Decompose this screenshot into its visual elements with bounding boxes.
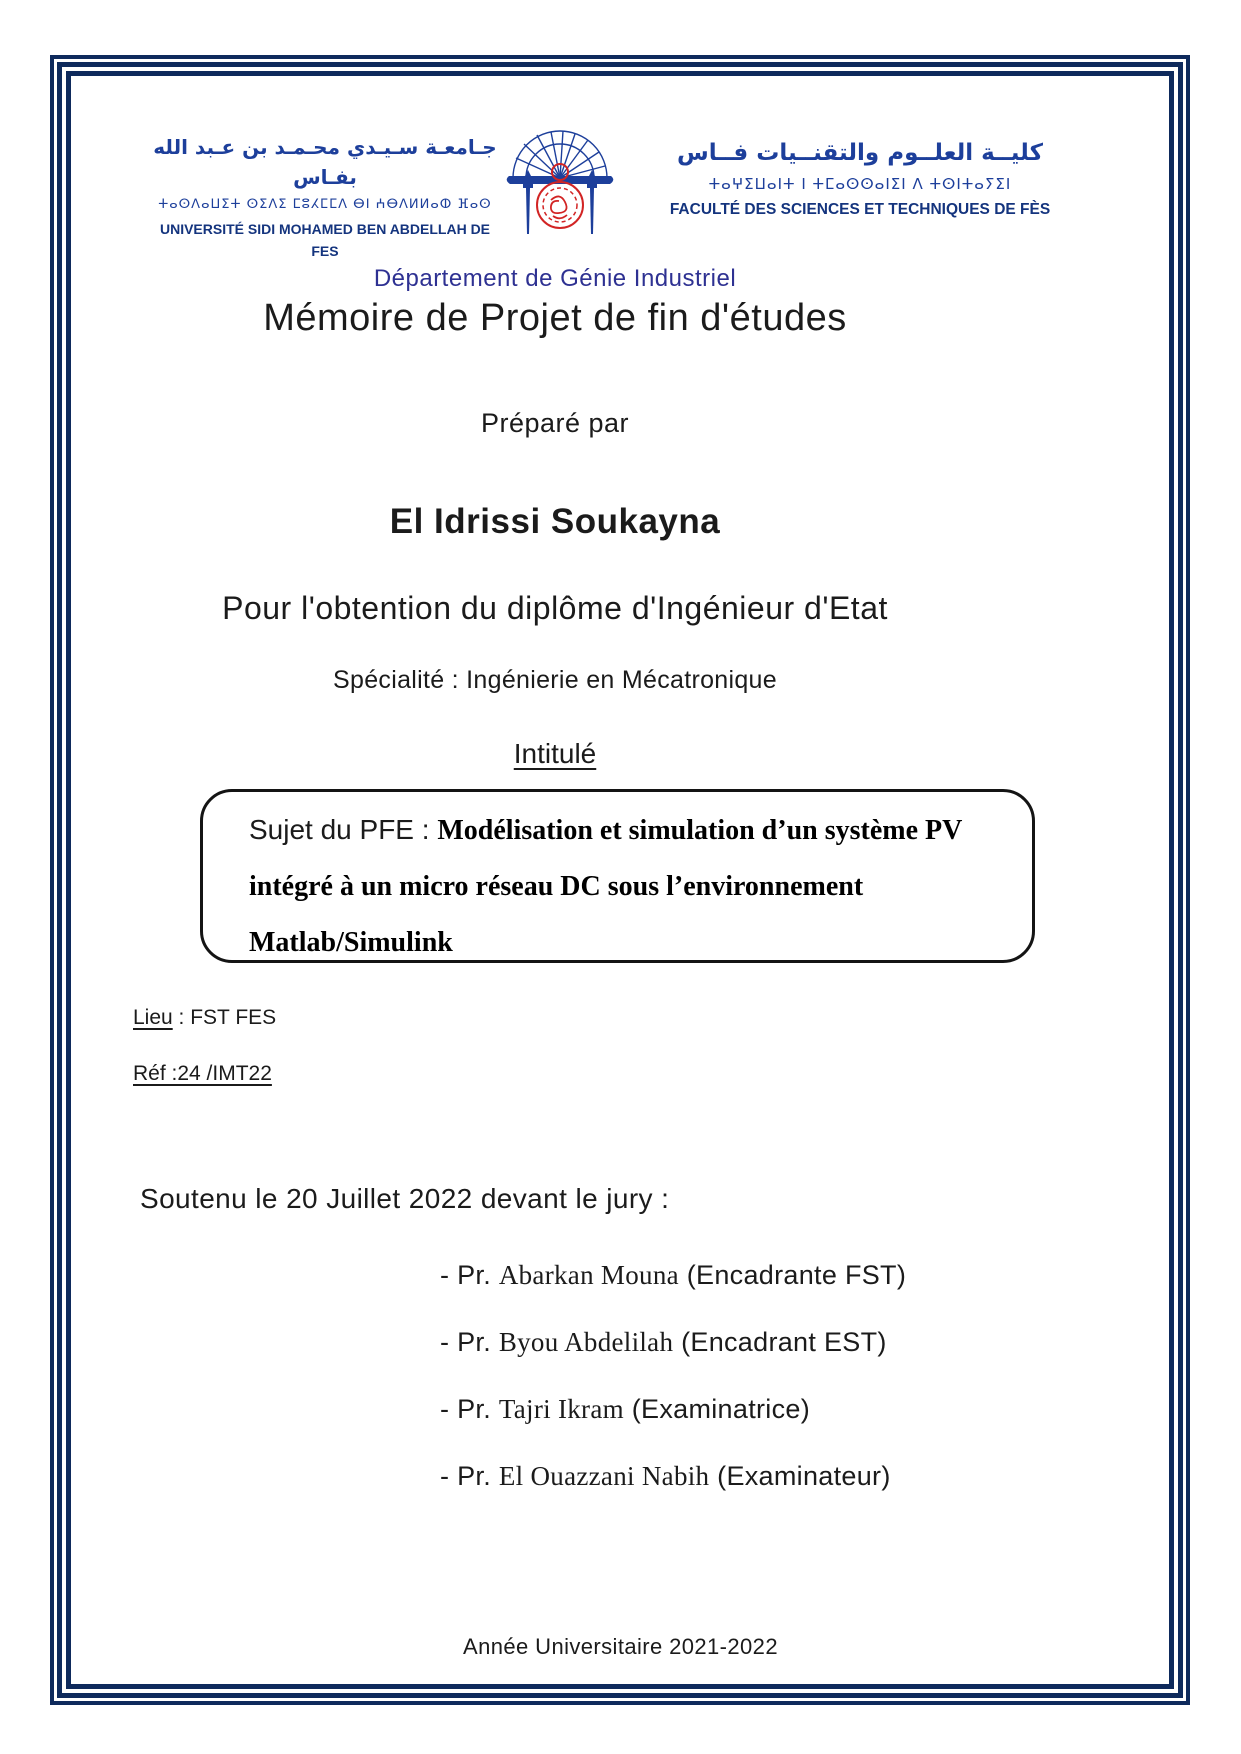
prepared-by-label: Préparé par [480, 408, 630, 438]
memoir-title: Mémoire de Projet de fin d'études [263, 297, 847, 339]
subject-box [200, 789, 1035, 963]
author-name: El Idrissi Soukayna [389, 502, 721, 541]
diploma-line: Pour l'obtention du diplôme d'Ingénieur d'Etat [222, 590, 888, 626]
faculty-block [620, 126, 1100, 222]
jury-prefix: - Pr. [440, 1260, 492, 1290]
intitule-heading [120, 738, 990, 770]
university-name-french: UNIVERSITÉ SIDI MOHAMED BEN ABDELLAH DE FES [159, 221, 491, 259]
university-name-tifinagh: ⵜⴰⵙⴷⴰⵡⵉⵜ ⵙⵉⴷⵉ ⵎⵓⵃⵎⵎⴷ ⴱⵏ ⵄⴱⴷⵍⵍⴰⵀ ⴼⴰⵙ [158, 197, 492, 212]
jury-role: (Examinateur) [717, 1461, 891, 1491]
logo-column [500, 126, 620, 238]
specialty-line: Spécialité : Ingénierie en Mécatronique [333, 666, 777, 694]
jury-member [440, 1327, 906, 1358]
subject-title: Modélisation et simulation d’un système PV intégré à un micro réseau DC sous l’environnement Matlab/Simulink [249, 815, 962, 958]
jury-role: (Encadrant EST) [681, 1327, 887, 1357]
jury-member [440, 1260, 906, 1291]
defense-intro-line: Soutenu le 20 Juillet 2022 devant le jury : [140, 1183, 670, 1214]
university-block [150, 126, 500, 262]
jury-role: (Encadrante FST) [686, 1260, 907, 1290]
jury-prefix: - Pr. [440, 1327, 492, 1357]
location-value: : FST FES [172, 1006, 277, 1029]
jury-list [440, 1260, 906, 1528]
academic-year: Année Universitaire 2021-2022 [463, 1634, 778, 1659]
faculty-name-arabic: كليــة العلــوم والتقنــيات فــاس [677, 140, 1043, 166]
subject-label: Sujet du PFE : [249, 814, 438, 845]
intitule-underlined-text: Intitulé [513, 738, 597, 769]
faculty-name-tifinagh: ⵜⴰⵖⵉⵡⴰⵏⵜ ⵏ ⵜⵎⴰⵙⵙⴰⵏⵉⵏ ⴷ ⵜⵙⵏⵜⴰⵢⵉⵏ [708, 175, 1012, 193]
faculty-name-french: FACULTÉ DES SCIENCES ET TECHNIQUES DE FÈS [669, 201, 1051, 218]
jury-prefix: - Pr. [440, 1394, 492, 1424]
location-label: Lieu [133, 1006, 173, 1029]
jury-name: El Ouazzani Nabih [498, 1461, 710, 1491]
jury-prefix: - Pr. [440, 1461, 492, 1491]
location-line [133, 1006, 276, 1030]
department-title: Département de Génie Industriel [373, 265, 737, 292]
jury-member [440, 1461, 906, 1492]
jury-member [440, 1394, 906, 1425]
jury-name: Tajri Ikram [498, 1394, 624, 1424]
jury-name: Abarkan Mouna [498, 1260, 679, 1290]
jury-role: (Examinatrice) [631, 1394, 810, 1424]
jury-name: Byou Abdelilah [498, 1327, 674, 1357]
university-emblem-logo [501, 126, 619, 238]
university-name-arabic: جـامعـة سـيـدي محـمـد بن عـبد الله بفـاس [153, 135, 497, 189]
reference-line: Réf :24 /IMT22 [133, 1062, 272, 1085]
university-header [150, 126, 1100, 262]
